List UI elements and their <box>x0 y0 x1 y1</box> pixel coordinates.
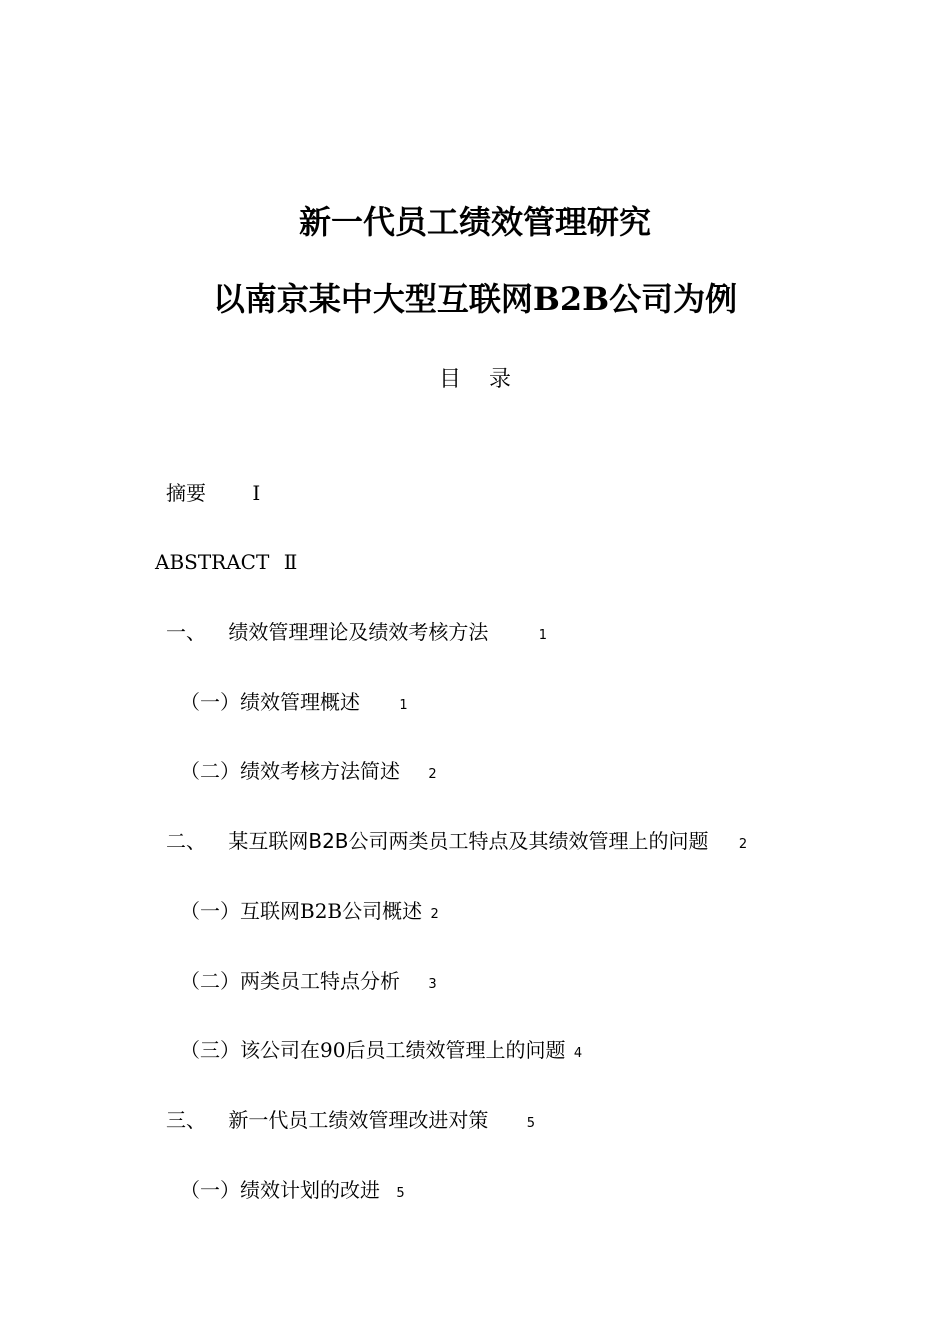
toc-subsection-2-1[interactable] <box>180 897 439 925</box>
toc-entry-label: ABSTRACT <box>155 550 270 574</box>
toc-subsection-page: 2 <box>430 907 439 922</box>
toc-subsection-page: 2 <box>428 767 437 782</box>
toc-subsection-label: （一）绩效管理概述 <box>180 690 360 714</box>
toc-entry-page: Ⅰ <box>252 481 261 505</box>
toc-subsection-1-2[interactable] <box>180 757 437 785</box>
toc-section-3[interactable] <box>166 1106 535 1134</box>
toc-subsection-page: 5 <box>396 1186 405 1201</box>
toc-section-1[interactable] <box>166 618 547 646</box>
toc-section-page: 5 <box>526 1116 535 1131</box>
toc-heading: 目录 <box>438 367 539 392</box>
toc-entry-abstract-en[interactable] <box>155 548 297 576</box>
document-title: 新一代员工绩效管理研究 <box>298 203 651 241</box>
toc-section-2[interactable] <box>166 827 747 855</box>
toc-subsection-label: （二）两类员工特点分析 <box>180 969 400 993</box>
toc-section-page: 1 <box>538 628 547 643</box>
toc-section-label: 新一代员工绩效管理改进对策 <box>228 1108 489 1132</box>
toc-section-number: 三、 <box>166 1108 206 1132</box>
toc-subsection-label: （一）绩效计划的改进 <box>180 1178 380 1202</box>
toc-subsection-page: 4 <box>573 1046 583 1061</box>
toc-entry-label: 摘要 <box>166 481 206 505</box>
toc-subsection-2-2[interactable] <box>180 967 437 995</box>
toc-subsection-2-3[interactable] <box>180 1036 582 1064</box>
toc-subsection-3-1[interactable] <box>180 1176 405 1204</box>
toc-subsection-label: （二）绩效考核方法简述 <box>180 759 400 783</box>
toc-subsection-1-1[interactable] <box>180 688 408 716</box>
toc-section-label: 某互联网B2B公司两类员工特点及其绩效管理上的问题 <box>228 829 709 853</box>
toc-subsection-label: （三）该公司在90后员工绩效管理上的问题 <box>180 1038 566 1062</box>
toc-section-page: 2 <box>738 837 748 852</box>
toc-subsection-page: 1 <box>399 698 408 713</box>
toc-section-number: 一、 <box>166 620 206 644</box>
document-subtitle: 以南京某中大型互联网B2B公司为例 <box>212 280 738 318</box>
toc-section-number: 二、 <box>166 829 206 853</box>
toc-subsection-page: 3 <box>428 977 437 992</box>
toc-subsection-label: （一）互联网B2B公司概述 <box>180 899 423 923</box>
toc-entry-page: Ⅱ <box>283 550 298 574</box>
toc-section-label: 绩效管理理论及绩效考核方法 <box>228 620 489 644</box>
toc-entry-abstract-cn[interactable] <box>166 479 260 507</box>
